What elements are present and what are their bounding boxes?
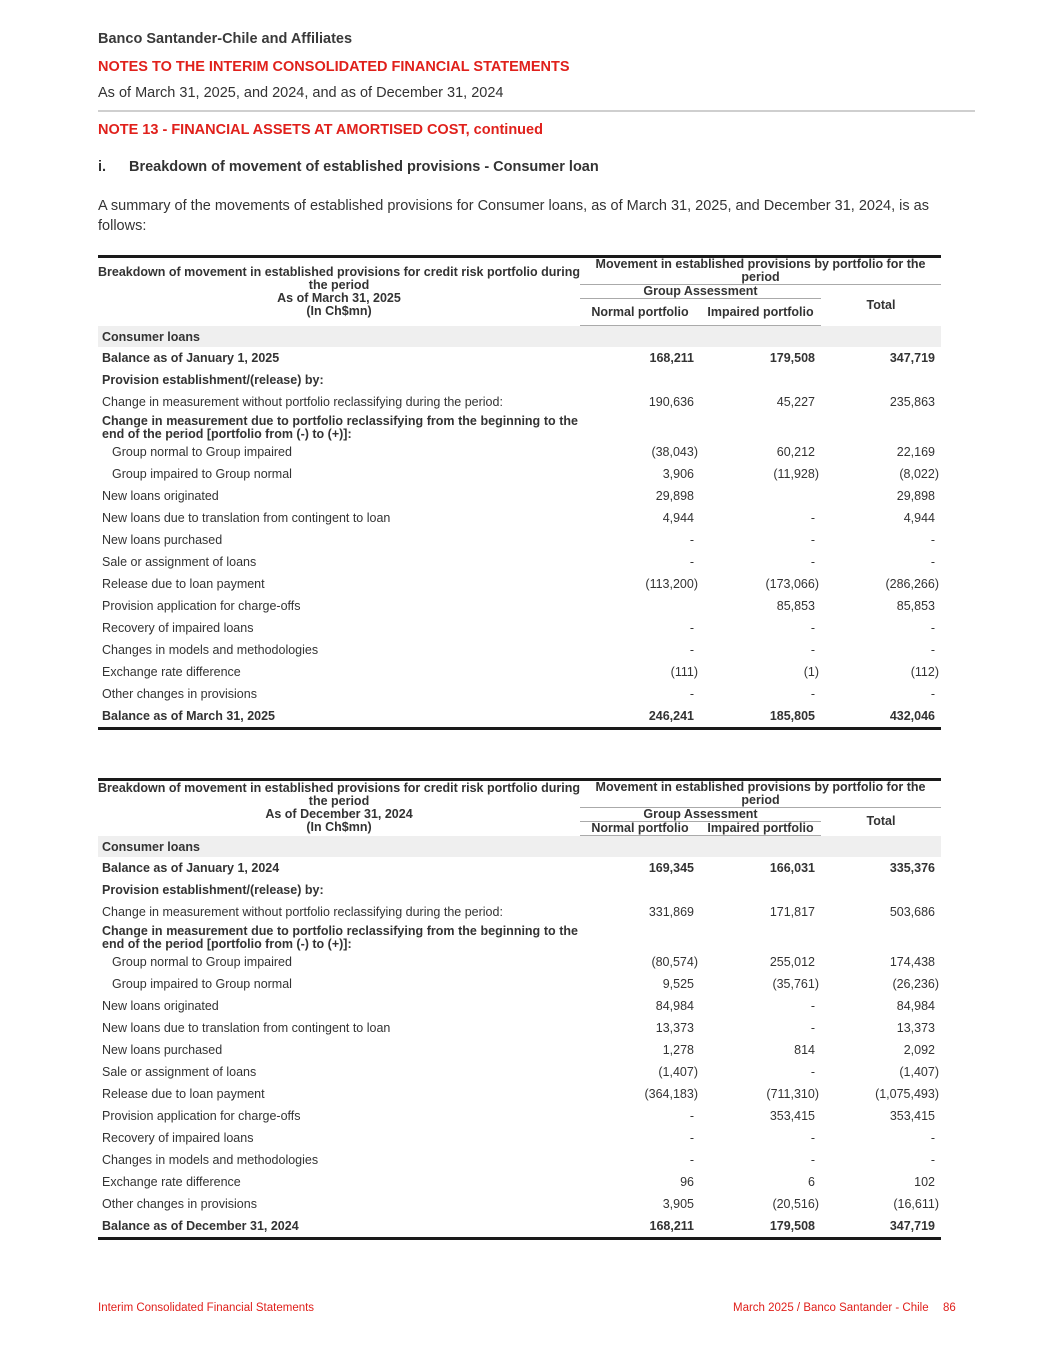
cell-total: (16,611) xyxy=(893,1197,939,1211)
cell-total: 353,415 xyxy=(889,1109,935,1123)
row-label: New loans purchased xyxy=(102,533,223,547)
cell-normal: - xyxy=(689,1153,694,1167)
row-label: Provision establishment/(release) by: xyxy=(102,373,324,387)
cell-total: (26,236) xyxy=(892,977,939,991)
section-title-text: Breakdown of movement of established provisions - Consumer loan xyxy=(129,159,599,175)
table-row xyxy=(98,639,941,661)
as-of-date: As of March 31, 2025, and 2024, and as of December 31, 2024 xyxy=(98,85,504,101)
cell-normal: 96 xyxy=(680,1175,694,1189)
row-label: Recovery of impaired loans xyxy=(102,621,254,635)
cell-impaired: (711,310) xyxy=(766,1087,819,1101)
cell-normal: 168,211 xyxy=(649,351,694,365)
cell-normal: 169,345 xyxy=(648,861,694,875)
row-label: Provision establishment/(release) by: xyxy=(102,883,324,897)
table-row xyxy=(98,901,941,923)
cell-normal: (364,183) xyxy=(644,1087,698,1101)
cell-total: 335,376 xyxy=(889,861,935,875)
category-row: Consumer loans xyxy=(98,836,941,858)
page-number: 86 xyxy=(943,1302,956,1314)
total-header: Total xyxy=(866,814,896,829)
category-row: Consumer loans xyxy=(98,326,941,348)
cell-total: 102 xyxy=(914,1175,935,1189)
table-row xyxy=(98,369,941,391)
cell-normal: 29,898 xyxy=(655,489,694,503)
row-label: Group normal to Group impaired xyxy=(112,445,292,459)
cell-normal: 168,211 xyxy=(580,1215,700,1239)
movement-header: Movement in established provisions by portfolio for the period xyxy=(580,780,941,808)
row-label: Exchange rate difference xyxy=(102,665,241,679)
cell-impaired: - xyxy=(810,999,815,1013)
cell-total: 13,373 xyxy=(896,1021,935,1035)
row-label: New loans purchased xyxy=(102,1043,223,1057)
row-label: Changes in models and methodologies xyxy=(102,1153,319,1167)
table-row xyxy=(98,973,941,995)
company-name: Banco Santander-Chile and Affiliates xyxy=(98,31,353,47)
cell-total: - xyxy=(930,687,935,701)
cell-impaired: 60,212 xyxy=(776,445,815,459)
footer-right: March 2025 / Banco Santander - Chile xyxy=(733,1302,929,1314)
provisions-table-march-2025 xyxy=(98,255,941,730)
cell-impaired: - xyxy=(810,511,815,525)
table-row xyxy=(98,413,941,441)
row-label: Other changes in provisions xyxy=(102,1197,257,1211)
cell-impaired: 6 xyxy=(808,1175,815,1189)
cell-impaired: 179,508 xyxy=(769,351,815,365)
cell-total: - xyxy=(930,643,935,657)
row-label: Other changes in provisions xyxy=(102,687,257,701)
row-label: Group normal to Group impaired xyxy=(112,955,292,969)
row-label: Group impaired to Group normal xyxy=(112,977,292,991)
cell-impaired: (173,066) xyxy=(765,577,819,591)
table-row xyxy=(98,1215,941,1239)
cell-impaired xyxy=(700,413,821,441)
table-row xyxy=(98,1105,941,1127)
cell-total: 347,719 xyxy=(889,351,935,365)
cell-impaired: 185,805 xyxy=(700,705,821,729)
cell-impaired: (35,761) xyxy=(772,977,819,991)
cell-normal: 3,906 xyxy=(662,467,694,481)
cell-impaired: (11,928) xyxy=(773,467,819,481)
cell-normal: 13,373 xyxy=(655,1021,694,1035)
row-label: Release due to loan payment xyxy=(102,1087,265,1101)
row-label: New loans due to translation from contingent to loan xyxy=(102,511,391,525)
table-row xyxy=(98,683,941,705)
cell-total: (112) xyxy=(910,665,939,679)
table-row xyxy=(98,441,941,463)
cell-normal xyxy=(580,413,700,441)
cell-impaired: 45,227 xyxy=(776,395,815,409)
cell-normal: 9,525 xyxy=(662,977,694,991)
group-assessment-header: Group Assessment xyxy=(580,285,821,299)
row-label: Provision application for charge-offs xyxy=(102,1109,301,1123)
cell-total: - xyxy=(930,621,935,635)
row-label: Change in measurement due to portfolio reclassifying from the beginning to the end of the period [portfolio from (-) to (+)]: xyxy=(102,414,578,441)
cell-total xyxy=(821,413,941,441)
table-row xyxy=(98,1039,941,1061)
cell-normal: - xyxy=(689,1131,694,1145)
table-description: Breakdown of movement in established provisions for credit risk portfolio during the period As of December 31, 2024 (In Ch$mn) xyxy=(98,781,581,835)
cell-total: 347,719 xyxy=(821,1215,941,1239)
table-row xyxy=(98,1061,941,1083)
cell-total: (1,075,493) xyxy=(875,1087,939,1101)
cell-normal: - xyxy=(689,555,694,569)
table-row xyxy=(98,485,941,507)
cell-impaired: 166,031 xyxy=(769,861,815,875)
cell-total: - xyxy=(930,1131,935,1145)
cell-impaired: - xyxy=(810,1131,815,1145)
row-label: Provision application for charge-offs xyxy=(102,599,301,613)
note-title: NOTE 13 - FINANCIAL ASSETS AT AMORTISED COST, continued xyxy=(98,122,543,138)
cell-normal: 190,636 xyxy=(648,395,694,409)
table-row xyxy=(98,1127,941,1149)
cell-normal: (111) xyxy=(670,665,698,679)
impaired-portfolio-header: Impaired portfolio xyxy=(700,822,821,836)
table-row xyxy=(98,551,941,573)
table-row xyxy=(98,347,941,369)
group-assessment-header: Group Assessment xyxy=(580,808,821,822)
cell-total: 432,046 xyxy=(821,705,941,729)
cell-total: 2,092 xyxy=(903,1043,935,1057)
table-row xyxy=(98,705,941,729)
cell-total: 174,438 xyxy=(889,955,935,969)
row-label: Recovery of impaired loans xyxy=(102,1131,254,1145)
row-label: Exchange rate difference xyxy=(102,1175,241,1189)
normal-portfolio-header: Normal portfolio xyxy=(580,299,700,326)
row-label: Change in measurement due to portfolio reclassifying from the beginning to the end of the period [portfolio from (-) to (+)]: xyxy=(102,924,578,951)
cell-normal xyxy=(580,369,700,391)
cell-impaired: (20,516) xyxy=(772,1197,819,1211)
cell-normal: 246,241 xyxy=(580,705,700,729)
row-label: New loans due to translation from contingent to loan xyxy=(102,1021,391,1035)
cell-normal: (80,574) xyxy=(651,955,698,969)
cell-impaired: 353,415 xyxy=(769,1109,815,1123)
row-label: Release due to loan payment xyxy=(102,577,265,591)
row-label: Sale or assignment of loans xyxy=(102,555,257,569)
table-row xyxy=(98,995,941,1017)
table-row xyxy=(98,951,941,973)
cell-normal xyxy=(580,595,700,617)
table-row xyxy=(98,507,941,529)
cell-impaired xyxy=(700,485,821,507)
cell-normal: - xyxy=(689,687,694,701)
cell-normal xyxy=(580,923,700,951)
table-row xyxy=(98,391,941,413)
cell-normal: - xyxy=(689,533,694,547)
cell-normal: (1,407) xyxy=(658,1065,698,1079)
table-row xyxy=(98,595,941,617)
normal-portfolio-header: Normal portfolio xyxy=(580,822,700,836)
cell-normal: 4,944 xyxy=(662,511,694,525)
cell-total: 235,863 xyxy=(889,395,935,409)
cell-impaired: - xyxy=(810,1021,815,1035)
table-row xyxy=(98,529,941,551)
cell-total: 85,853 xyxy=(896,599,935,613)
table-row xyxy=(98,661,941,683)
section-number: i. xyxy=(98,159,107,175)
table-row xyxy=(98,1083,941,1105)
cell-normal: 3,905 xyxy=(662,1197,694,1211)
cell-total: - xyxy=(930,533,935,547)
table-row xyxy=(98,1017,941,1039)
cell-impaired: - xyxy=(810,1153,815,1167)
row-label: Sale or assignment of loans xyxy=(102,1065,257,1079)
cell-normal: 1,278 xyxy=(662,1043,694,1057)
cell-impaired: - xyxy=(810,1065,815,1079)
cell-total: 503,686 xyxy=(889,905,935,919)
cell-total xyxy=(821,923,941,951)
summary-paragraph: A summary of the movements of established provisions for Consumer loans, as of March 31, 2025, and December 31, 2024, is as follows: xyxy=(98,198,929,234)
cell-impaired: 814 xyxy=(794,1043,815,1057)
cell-total: - xyxy=(930,555,935,569)
cell-total: 22,169 xyxy=(896,445,935,459)
row-label: New loans originated xyxy=(102,489,219,503)
cell-normal: - xyxy=(689,621,694,635)
cell-total: (8,022) xyxy=(899,467,939,481)
cell-impaired: 171,817 xyxy=(769,905,815,919)
cell-total xyxy=(821,879,941,901)
table-row xyxy=(98,463,941,485)
cell-total: 4,944 xyxy=(903,511,935,525)
cell-impaired: - xyxy=(810,555,815,569)
table-row xyxy=(98,573,941,595)
row-label: Change in measurement without portfolio reclassifying during the period: xyxy=(102,395,503,409)
row-label: Group impaired to Group normal xyxy=(112,467,292,481)
footer-left: Interim Consolidated Financial Statements xyxy=(98,1302,315,1314)
movement-header: Movement in established provisions by portfolio for the period xyxy=(580,257,941,285)
section-title xyxy=(98,159,599,175)
header-divider xyxy=(98,110,975,112)
cell-total: 84,984 xyxy=(896,999,935,1013)
table-row xyxy=(98,617,941,639)
cell-total: 29,898 xyxy=(896,489,935,503)
cell-normal: 331,869 xyxy=(648,905,694,919)
cell-normal: 84,984 xyxy=(655,999,694,1013)
cell-impaired: - xyxy=(810,643,815,657)
row-label: Balance as of January 1, 2024 xyxy=(102,861,280,875)
cell-impaired xyxy=(700,923,821,951)
cell-impaired: (1) xyxy=(803,665,819,679)
row-label: New loans originated xyxy=(102,999,219,1013)
table-row xyxy=(98,1171,941,1193)
cell-impaired: - xyxy=(810,687,815,701)
table-row xyxy=(98,1193,941,1215)
cell-impaired: 179,508 xyxy=(700,1215,821,1239)
cell-total: (1,407) xyxy=(899,1065,939,1079)
cell-normal: - xyxy=(689,643,694,657)
cell-normal xyxy=(580,879,700,901)
cell-impaired xyxy=(700,879,821,901)
table-row xyxy=(98,1149,941,1171)
table-row xyxy=(98,879,941,901)
cell-total xyxy=(821,369,941,391)
cell-impaired: - xyxy=(810,533,815,547)
cell-normal: (38,043) xyxy=(651,445,698,459)
row-label: Balance as of December 31, 2024 xyxy=(98,1215,580,1239)
table-row xyxy=(98,923,941,951)
row-label: Changes in models and methodologies xyxy=(102,643,319,657)
row-label: Balance as of January 1, 2025 xyxy=(102,351,280,365)
table-row xyxy=(98,857,941,879)
total-header: Total xyxy=(866,297,896,312)
cell-total: (286,266) xyxy=(885,577,939,591)
impaired-portfolio-header: Impaired portfolio xyxy=(700,299,821,326)
cell-impaired: 85,853 xyxy=(776,599,815,613)
row-label: Change in measurement without portfolio reclassifying during the period: xyxy=(102,905,503,919)
cell-normal: - xyxy=(689,1109,694,1123)
cell-total: - xyxy=(930,1153,935,1167)
cell-impaired xyxy=(700,369,821,391)
cell-impaired: - xyxy=(810,621,815,635)
notes-title: NOTES TO THE INTERIM CONSOLIDATED FINANCIAL STATEMENTS xyxy=(98,59,570,75)
cell-impaired: 255,012 xyxy=(769,955,815,969)
row-label: Balance as of March 31, 2025 xyxy=(98,705,580,729)
table-description: Breakdown of movement in established provisions for credit risk portfolio during the period As of March 31, 2025 (In Ch$mn) xyxy=(98,257,580,326)
provisions-table-december-2024 xyxy=(98,778,941,1240)
cell-normal: (113,200) xyxy=(645,577,698,591)
